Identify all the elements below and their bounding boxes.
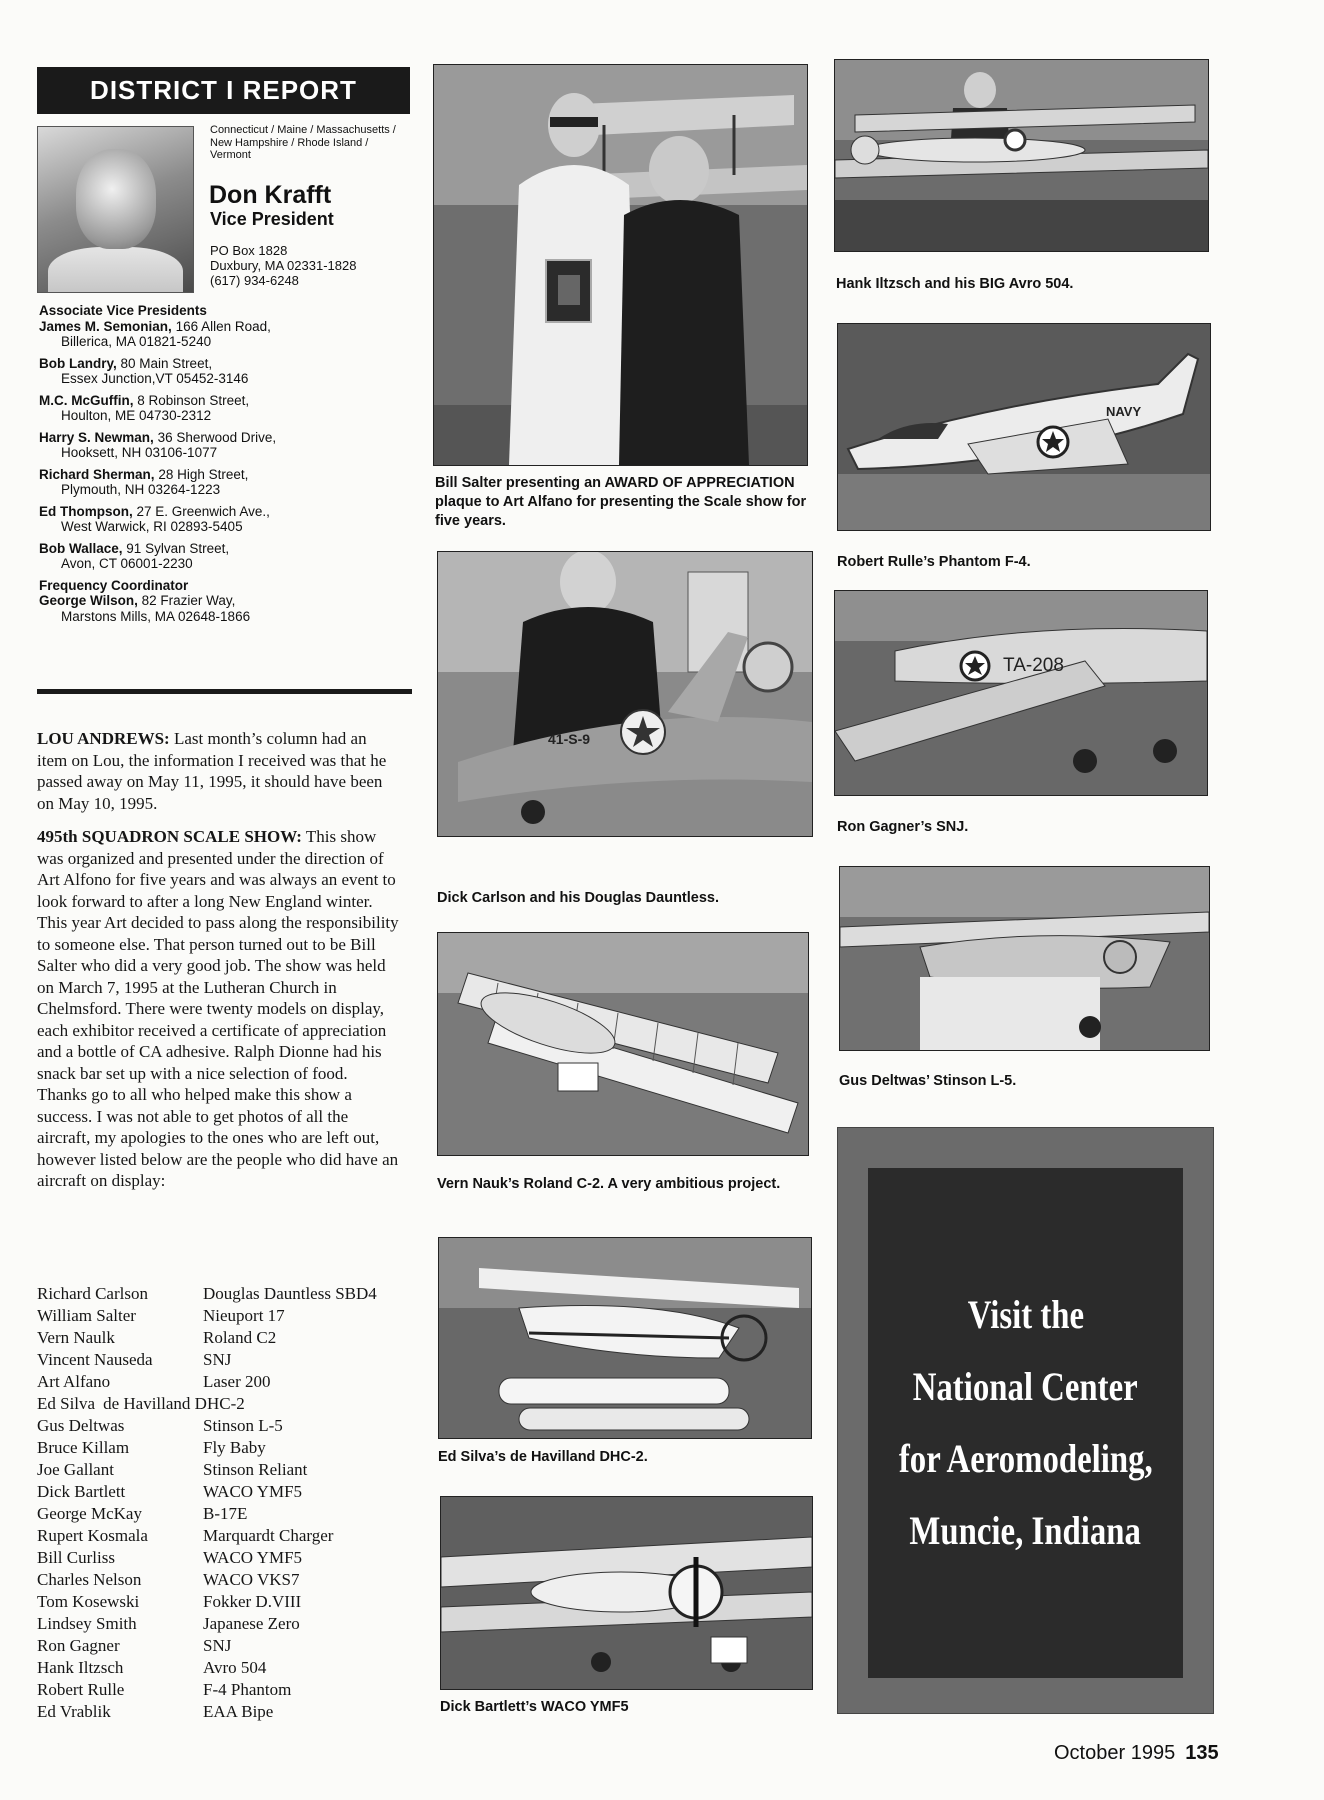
model-row (37, 1679, 417, 1701)
model-name: Nieuport 17 (203, 1306, 285, 1325)
associate-entry (39, 467, 409, 498)
associate-name: Ed Thompson, (39, 503, 133, 519)
model-row (37, 1569, 417, 1591)
photo-waco (440, 1496, 813, 1690)
ad-national-center (837, 1127, 1214, 1714)
divider-rule (37, 689, 412, 694)
model-row (37, 1547, 417, 1569)
photo-award (433, 64, 808, 466)
model-row (37, 1283, 417, 1305)
model-name: WACO VKS7 (203, 1570, 300, 1589)
caption-avro: Hank Iltzsch and his BIG Avro 504. (836, 276, 1074, 292)
model-row (37, 1635, 417, 1657)
photo-dauntless (437, 551, 813, 837)
model-row (37, 1481, 417, 1503)
associate-list (39, 303, 409, 630)
vp-states: Connecticut / Maine / Massachusetts / New Hampshire / Rhode Island / Vermont (210, 124, 396, 161)
caption-phantom: Robert Rulle’s Phantom F-4. (837, 554, 1031, 570)
associate-entry (39, 356, 409, 387)
model-name: F-4 Phantom (203, 1680, 292, 1699)
paragraph-text: Last month’s column had an item on Lou, the information I received was that he passed away on May 11, 1995, it should have been on May 10, 1995. (37, 729, 387, 813)
paragraph-lead: 495th SQUADRON SCALE SHOW: (37, 827, 302, 846)
associate-entry (39, 430, 409, 461)
model-row (37, 1701, 417, 1723)
frequency-name: George Wilson, (39, 593, 138, 608)
model-name: SNJ (203, 1350, 232, 1369)
model-row (37, 1371, 417, 1393)
vp-address-line: Duxbury, MA 02331-1828 (210, 258, 357, 273)
photo-stinson (839, 866, 1210, 1051)
model-row (37, 1327, 417, 1349)
model-owner: Gus Deltwas (37, 1416, 125, 1435)
model-row (37, 1525, 417, 1547)
associate-line1: 27 E. Greenwich Ave., (136, 503, 270, 519)
associate-line2: Billerica, MA 01821-5240 (61, 334, 212, 349)
caption-dhc2: Ed Silva’s de Havilland DHC-2. (438, 1449, 648, 1465)
model-owner: Rupert Kosmala (37, 1526, 148, 1545)
caption-award: Bill Salter presenting an AWARD OF APPRECIATION plaque to Art Alfano for presenting the Scale show for five years. (435, 475, 807, 529)
vp-address-line: PO Box 1828 (210, 243, 288, 258)
associate-line1: 80 Main Street, (120, 355, 213, 371)
model-name: Japanese Zero (203, 1614, 300, 1633)
caption-snj: Ron Gagner’s SNJ. (837, 819, 969, 835)
model-name: Roland C2 (203, 1328, 277, 1347)
ad-panel (868, 1168, 1183, 1678)
model-row (37, 1613, 417, 1635)
caption-stinson: Gus Deltwas’ Stinson L-5. (839, 1073, 1017, 1089)
model-name: Stinson Reliant (203, 1460, 308, 1479)
associate-line2: Hooksett, NH 03106-1077 (61, 445, 218, 460)
associate-entry (39, 541, 409, 572)
frequency-line2: Marstons Mills, MA 02648-1866 (61, 608, 251, 624)
phantom-marking: NAVY (1106, 404, 1142, 419)
dauntless-marking: 41-S-9 (548, 731, 591, 747)
page-footer (1054, 1742, 1219, 1765)
model-name: Avro 504 (203, 1658, 267, 1677)
model-owner: Dick Bartlett (37, 1482, 126, 1501)
ad-line: Muncie, Indiana (909, 1508, 1142, 1553)
frequency-heading: Frequency Coordinator (39, 577, 189, 593)
model-row (37, 1305, 417, 1327)
associate-name: Bob Landry, (39, 355, 117, 371)
associate-entry (39, 504, 409, 535)
model-owner: Richard Carlson (37, 1284, 148, 1303)
model-owner: Art Alfano (37, 1372, 111, 1391)
paragraph-lou-andrews (37, 728, 399, 814)
model-row (37, 1503, 417, 1525)
photo-phantom (837, 323, 1211, 531)
frequency-entry (39, 593, 409, 624)
associate-line2: West Warwick, RI 02893-5405 (61, 519, 243, 534)
associate-name: James M. Semonian, (39, 318, 172, 334)
model-owner: William Salter (37, 1306, 136, 1325)
model-owner: Bruce Killam (37, 1438, 130, 1457)
associate-line1: 91 Sylvan Street, (126, 540, 230, 556)
photo-dhc2 (438, 1237, 812, 1439)
model-owner: Joe Gallant (37, 1460, 114, 1479)
ad-line: for Aeromodeling, (898, 1436, 1153, 1481)
ad-line: National Center (912, 1364, 1139, 1409)
model-name: Marquardt Charger (203, 1526, 334, 1545)
model-owner: Vern Naulk (37, 1328, 115, 1347)
associate-name: Richard Sherman, (39, 466, 155, 482)
model-owner: Tom Kosewski (37, 1592, 140, 1611)
model-row (37, 1657, 417, 1679)
page-number: 135 (1185, 1742, 1219, 1764)
associate-line2: Avon, CT 06001-2230 (61, 556, 193, 571)
associate-line1: 28 High Street, (158, 466, 249, 482)
model-owner: George McKay (37, 1504, 142, 1523)
caption-waco: Dick Bartlett’s WACO YMF5 (440, 1699, 629, 1715)
vp-title: Vice President (210, 209, 334, 229)
model-name: WACO YMF5 (203, 1482, 303, 1501)
model-name: WACO YMF5 (203, 1548, 303, 1567)
caption-dauntless: Dick Carlson and his Douglas Dauntless. (437, 890, 720, 906)
model-name: SNJ (203, 1636, 232, 1655)
model-row (37, 1591, 417, 1613)
model-name: EAA Bipe (203, 1702, 274, 1721)
paragraph-lead: LOU ANDREWS: (37, 729, 170, 748)
snj-marking: TA-208 (1003, 655, 1064, 676)
vp-address-line: (617) 934-6248 (210, 273, 299, 288)
paragraph-scale-show (37, 826, 399, 1192)
issue-date: October 1995 (1054, 1742, 1176, 1764)
model-owner: Charles Nelson (37, 1570, 142, 1589)
model-name: Laser 200 (203, 1372, 271, 1391)
model-name: Fly Baby (203, 1438, 266, 1457)
paragraph-text: This show was organized and presented under the direction of Art Alfono for five years and was always an event to look forward to after a long New England winter. This year Art decided to pass along the responsibility to someone else. That person turned out to be Bill Salter who did a very good job. The show was held on March 7, 1995 at the Lutheran Church in Chelmsford. There were twenty models on display, each exhibitor received a certificate of appreciation and a bottle of CA adhesive. Ralph Dionne had his snack bar set up with a nice selection of food. Thanks go to all who helped make this show a success. I was not able to get photos of all the aircraft, my apologies to the ones who are left out, however listed below are the people who did have an aircraft on display: (37, 827, 399, 1190)
model-row (37, 1459, 417, 1481)
model-name: de Havilland DHC-2 (103, 1394, 245, 1413)
model-row (37, 1349, 417, 1371)
vp-address (210, 243, 356, 288)
associate-name: M.C. McGuffin, (39, 392, 134, 408)
associate-line2: Essex Junction,VT 05452-3146 (61, 371, 249, 386)
model-row (37, 1393, 417, 1415)
model-name: Stinson L-5 (203, 1416, 283, 1435)
model-owner: Lindsey Smith (37, 1614, 137, 1633)
photo-snj (834, 590, 1208, 796)
associate-name: Bob Wallace, (39, 540, 123, 556)
model-row (37, 1415, 417, 1437)
model-owner: Ed Silva (37, 1394, 96, 1413)
model-name: Douglas Dauntless SBD4 (203, 1284, 377, 1303)
model-owner: Robert Rulle (37, 1680, 125, 1699)
associate-name: Harry S. Newman, (39, 429, 154, 445)
associate-entry (39, 393, 409, 424)
model-list (37, 1283, 417, 1723)
model-owner: Bill Curliss (37, 1548, 115, 1567)
associate-line2: Houlton, ME 04730-2312 (61, 408, 212, 423)
photo-avro (834, 59, 1209, 252)
associate-line1: 36 Sherwood Drive, (157, 429, 277, 445)
ad-line: Visit the (967, 1292, 1084, 1337)
frequency-line1: 82 Frazier Way, (141, 593, 236, 608)
article-body (37, 728, 399, 1204)
associate-line1: 8 Robinson Street, (137, 392, 250, 408)
model-owner: Ron Gagner (37, 1636, 120, 1655)
associate-entry (39, 319, 409, 350)
associate-heading: Associate Vice Presidents (39, 303, 207, 318)
model-owner: Vincent Nauseda (37, 1350, 153, 1369)
associate-line1: 166 Allen Road, (175, 318, 271, 334)
model-owner: Ed Vrablik (37, 1702, 111, 1721)
model-row (37, 1437, 417, 1459)
model-name: B-17E (203, 1504, 248, 1523)
caption-roland: Vern Nauk’s Roland C-2. A very ambitious project. (437, 1176, 781, 1192)
section-header: DISTRICT I REPORT (37, 67, 410, 114)
model-owner: Hank Iltzsch (37, 1658, 124, 1677)
vp-portrait (37, 126, 194, 293)
associate-line2: Plymouth, NH 03264-1223 (61, 482, 221, 497)
vp-name: Don Krafft (209, 181, 332, 209)
model-name: Fokker D.VIII (203, 1592, 302, 1611)
photo-roland (437, 932, 809, 1156)
